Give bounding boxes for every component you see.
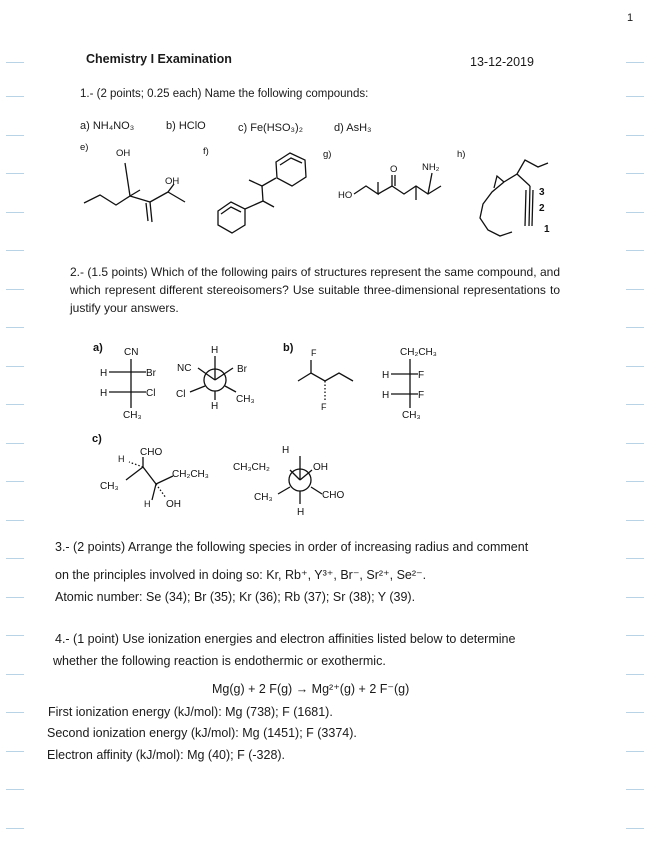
q2-a-cl: Cl: [146, 388, 156, 399]
q2-c-newman-h2: H: [297, 507, 305, 518]
q2-a-newman-h2: H: [211, 401, 219, 412]
q2-label-a: a): [93, 342, 103, 354]
q2-a-ch3: CH₃: [123, 410, 142, 421]
q1-g-ho: HO: [338, 190, 353, 201]
q3-line1: 3.- (2 points) Arrange the following species in order of increasing radius and comment: [55, 540, 529, 554]
q1-label-f: f): [203, 146, 209, 157]
q2-label-b: b): [283, 342, 294, 354]
q4-ie2: Second ionization energy (kJ/mol): Mg (1451); F (3374).: [47, 726, 357, 740]
q2-a-h1: H: [100, 368, 108, 379]
q2-b-ch2ch3-top: CH₂CH₃: [400, 347, 437, 358]
q2-a-newman-ch3: CH₃: [236, 394, 255, 405]
q2-c-h1: H: [118, 454, 125, 464]
q2-b-f1: F: [311, 348, 317, 358]
q1-g-o: O: [390, 164, 398, 175]
q2-c-h2: H: [144, 499, 151, 509]
q2-c-newman-oh: OH: [313, 462, 328, 473]
q2-a-h2: H: [100, 388, 108, 399]
q2-a-nc: NC: [177, 363, 192, 374]
q2-label-c: c): [92, 433, 102, 445]
q4-ie1: First ionization energy (kJ/mol): Mg (738); F (1681).: [48, 705, 333, 719]
q2-c-newman-ch3: CH₃: [254, 492, 273, 503]
q2-c-newman-h1: H: [282, 445, 290, 456]
q2-c-newman-ch3ch2: CH₃CH₂: [233, 462, 270, 473]
q2-b-fr1: F: [418, 370, 425, 381]
q2-a-newman-h1: H: [211, 345, 219, 356]
q2-a-br: Br: [146, 368, 156, 379]
q1-label-e: e): [80, 142, 89, 153]
q1-e-oh2: OH: [165, 176, 180, 187]
exam-date: 13-12-2019: [470, 55, 534, 69]
q1-h-num1: 1: [544, 224, 550, 235]
q2-c-newman-cho: CHO: [322, 490, 345, 501]
q2-b-h2: H: [382, 390, 390, 401]
q1-g-nh2: NH₂: [422, 162, 440, 173]
page-number: 1: [627, 12, 634, 24]
q1-label-g: g): [323, 149, 332, 160]
q4-line1: 4.- (1 point) Use ionization energies and electron affinities listed below to determine: [55, 632, 516, 646]
q1-label-h: h): [457, 149, 466, 160]
q1-item-d: d) AsH₃: [334, 122, 372, 134]
q2-c-ch2ch3: CH₂CH₃: [172, 469, 209, 480]
q1-heading: 1.- (2 points; 0.25 each) Name the following compounds:: [80, 88, 369, 100]
q2-a-cn: CN: [124, 347, 139, 358]
q2-b-ch3: CH₃: [402, 410, 421, 421]
q2-b-f2: F: [321, 402, 327, 412]
q3-line3: Atomic number: Se (34); Br (35); Kr (36); Rb (37); Sr (38); Y (39).: [55, 590, 416, 604]
q2-a-newman-br: Br: [237, 364, 247, 375]
exam-title: Chemistry I Examination: [86, 52, 232, 66]
q4-ea: Electron affinity (kJ/mol): Mg (40); F (-328).: [47, 748, 286, 762]
q1-h-num2: 2: [539, 203, 545, 214]
q2-b-h1: H: [382, 370, 390, 381]
q2-a-newman-cl: Cl: [176, 389, 186, 400]
q1-item-c: c) Fe(HSO₃)₂: [238, 122, 303, 134]
q3-line2: on the principles involved in doing so: Kr, Rb⁺, Y³⁺, Br⁻, Sr²⁺, Se²⁻.: [55, 568, 427, 582]
q4-reaction: Mg(g) + 2 F(g) → Mg²⁺(g) + 2 F⁻(g): [212, 682, 410, 696]
q4-line2: whether the following reaction is endothermic or exothermic.: [53, 654, 386, 668]
q2-c-oh: OH: [166, 499, 181, 510]
q1-item-a: a) NH₄NO₃: [80, 120, 135, 132]
q2-b-fr2: F: [418, 390, 425, 401]
q1-item-b: b) HClO: [166, 120, 206, 132]
q2-c-cho: CHO: [140, 447, 163, 458]
q1-h-num3: 3: [539, 187, 545, 198]
q2-text: 2.- (1.5 points) Which of the following pairs of structures represent the same compound, and which represent different stereoisomers? Use suitable three-dimensional representations to justify your answers.: [70, 265, 560, 315]
q1-e-oh1: OH: [116, 148, 131, 159]
q2-c-ch3: CH₃: [100, 481, 119, 492]
